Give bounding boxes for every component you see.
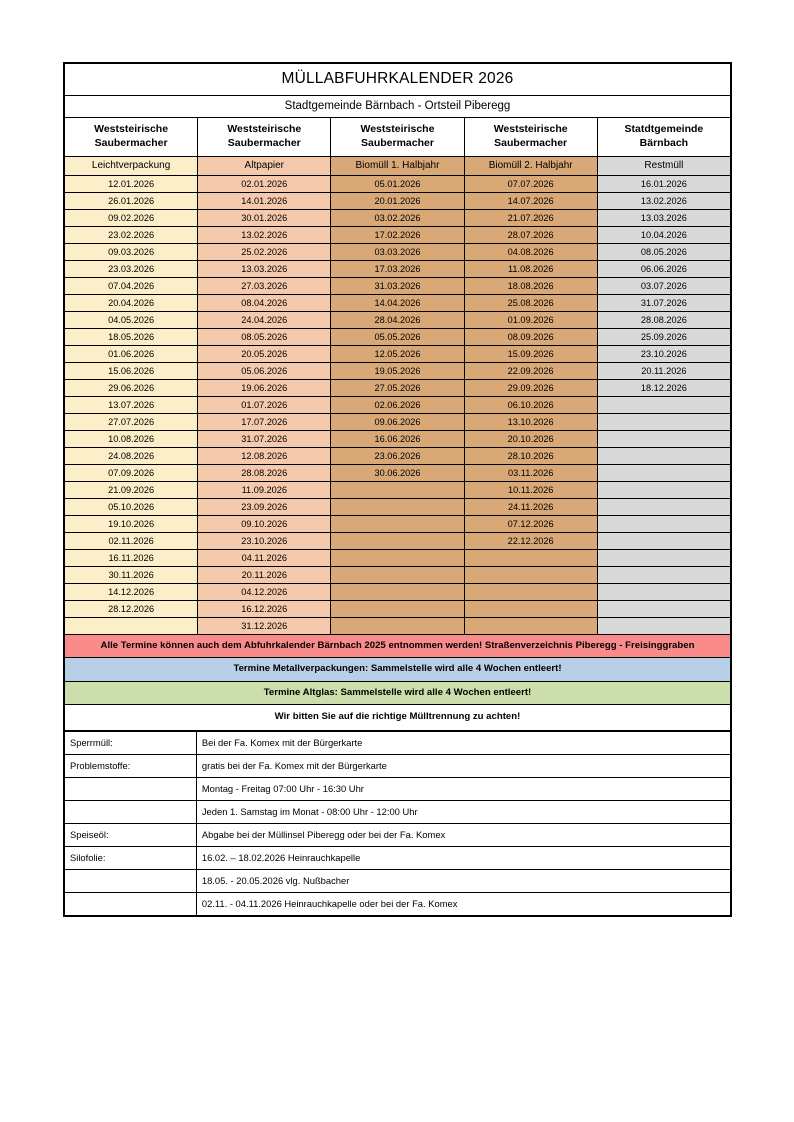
collection-date-cell: 10.11.2026 [464, 481, 597, 498]
collection-date-cell: 13.10.2026 [464, 413, 597, 430]
collection-date-cell [331, 515, 464, 532]
collection-date-cell: 23.09.2026 [198, 498, 331, 515]
table-row [65, 464, 731, 481]
notice-band-red [65, 634, 731, 658]
fraction-label-4: Restmüll [597, 156, 730, 175]
collection-date-cell: 19.05.2026 [331, 362, 464, 379]
collection-date-cell: 23.06.2026 [331, 447, 464, 464]
collection-date-cell: 20.11.2026 [597, 362, 730, 379]
collection-date-cell: 07.09.2026 [65, 464, 198, 481]
table-row [65, 175, 731, 192]
collection-date-cell [331, 566, 464, 583]
collection-date-cell: 20.04.2026 [65, 294, 198, 311]
info-row [65, 754, 731, 777]
collection-date-cell: 31.07.2026 [597, 294, 730, 311]
notice-text: Wir bitten Sie auf die richtige Mülltrennung zu achten! [65, 705, 731, 731]
info-value: Montag - Freitag 07:00 Uhr - 16:30 Uhr [196, 777, 730, 800]
collection-date-cell: 22.12.2026 [464, 532, 597, 549]
table-row [65, 277, 731, 294]
collection-date-cell: 04.08.2026 [464, 243, 597, 260]
collection-date-cell: 12.05.2026 [331, 345, 464, 362]
collection-date-cell: 13.03.2026 [597, 209, 730, 226]
collection-date-cell: 03.07.2026 [597, 277, 730, 294]
collection-date-cell: 07.07.2026 [464, 175, 597, 192]
collection-date-cell: 27.07.2026 [65, 413, 198, 430]
provider-header-2 [331, 118, 464, 157]
calendar-table [64, 63, 731, 731]
info-value: Jeden 1. Samstag im Monat - 08:00 Uhr - 12:00 Uhr [196, 800, 730, 823]
collection-date-cell [597, 464, 730, 481]
collection-date-cell: 23.10.2026 [597, 345, 730, 362]
table-row [65, 209, 731, 226]
table-row [65, 447, 731, 464]
collection-date-cell [597, 430, 730, 447]
collection-date-cell: 13.02.2026 [597, 192, 730, 209]
date-rows [65, 175, 731, 634]
collection-date-cell: 05.06.2026 [198, 362, 331, 379]
collection-date-cell: 06.06.2026 [597, 260, 730, 277]
page-title: MÜLLABFUHRKALENDER 2026 [65, 64, 731, 96]
fraction-label-row [65, 156, 731, 175]
fraction-label-1: Altpapier [198, 156, 331, 175]
table-row [65, 192, 731, 209]
collection-date-cell: 19.06.2026 [198, 379, 331, 396]
fraction-label-3: Biomüll 2. Halbjahr [464, 156, 597, 175]
collection-date-cell [331, 498, 464, 515]
collection-date-cell: 09.03.2026 [65, 243, 198, 260]
collection-date-cell [597, 617, 730, 634]
table-row [65, 294, 731, 311]
collection-date-cell: 31.12.2026 [198, 617, 331, 634]
collection-date-cell: 07.12.2026 [464, 515, 597, 532]
collection-date-cell: 03.11.2026 [464, 464, 597, 481]
collection-date-cell: 01.07.2026 [198, 396, 331, 413]
collection-date-cell: 09.06.2026 [331, 413, 464, 430]
table-row [65, 617, 731, 634]
collection-date-cell: 27.03.2026 [198, 277, 331, 294]
collection-date-cell: 13.03.2026 [198, 260, 331, 277]
table-row [65, 396, 731, 413]
collection-date-cell: 19.10.2026 [65, 515, 198, 532]
table-row [65, 532, 731, 549]
collection-date-cell: 30.06.2026 [331, 464, 464, 481]
provider-line1: Weststeirische [227, 123, 302, 135]
collection-date-cell: 08.05.2026 [198, 328, 331, 345]
info-value: 02.11. - 04.11.2026 Heinrauchkapelle oder bei der Fa. Komex [196, 892, 730, 915]
notice-band-white [65, 705, 731, 731]
collection-date-cell: 12.08.2026 [198, 447, 331, 464]
collection-date-cell: 20.11.2026 [198, 566, 331, 583]
collection-date-cell: 20.05.2026 [198, 345, 331, 362]
collection-date-cell: 28.04.2026 [331, 311, 464, 328]
notice-bands [65, 634, 731, 730]
info-label [65, 777, 197, 800]
collection-date-cell: 10.08.2026 [65, 430, 198, 447]
collection-date-cell: 22.09.2026 [464, 362, 597, 379]
collection-date-cell: 28.08.2026 [198, 464, 331, 481]
table-row [65, 498, 731, 515]
table-row [65, 413, 731, 430]
table-row [65, 583, 731, 600]
collection-date-cell: 25.02.2026 [198, 243, 331, 260]
provider-line2: Bärnbach [639, 137, 689, 150]
collection-date-cell: 07.04.2026 [65, 277, 198, 294]
collection-date-cell: 08.04.2026 [198, 294, 331, 311]
collection-date-cell [597, 515, 730, 532]
collection-date-cell: 12.01.2026 [65, 175, 198, 192]
provider-header-4 [597, 118, 730, 157]
info-label: Sperrmüll: [65, 731, 197, 754]
collection-date-cell [597, 447, 730, 464]
provider-line1: Weststeirische [360, 123, 435, 135]
collection-date-cell: 31.03.2026 [331, 277, 464, 294]
collection-date-cell: 23.02.2026 [65, 226, 198, 243]
notice-band-blue [65, 658, 731, 682]
collection-date-cell: 25.08.2026 [464, 294, 597, 311]
collection-date-cell: 04.05.2026 [65, 311, 198, 328]
collection-date-cell: 20.10.2026 [464, 430, 597, 447]
collection-date-cell [464, 600, 597, 617]
collection-date-cell: 23.03.2026 [65, 260, 198, 277]
collection-date-cell: 14.04.2026 [331, 294, 464, 311]
table-row [65, 311, 731, 328]
collection-date-cell: 14.01.2026 [198, 192, 331, 209]
provider-line1: Statdtgemeinde [624, 123, 704, 135]
collection-date-cell: 28.08.2026 [597, 311, 730, 328]
info-row [65, 731, 731, 754]
info-label: Speiseöl: [65, 823, 197, 846]
collection-date-cell: 14.07.2026 [464, 192, 597, 209]
table-row [65, 430, 731, 447]
collection-date-cell: 16.12.2026 [198, 600, 331, 617]
collection-date-cell [331, 583, 464, 600]
collection-date-cell: 15.09.2026 [464, 345, 597, 362]
collection-date-cell: 10.04.2026 [597, 226, 730, 243]
provider-line2: Saubermacher [360, 137, 434, 150]
collection-date-cell: 28.12.2026 [65, 600, 198, 617]
provider-header-1 [198, 118, 331, 157]
table-row [65, 345, 731, 362]
page-subtitle: Stadtgemeinde Bärnbach - Ortsteil Piberegg [65, 96, 731, 118]
table-row [65, 243, 731, 260]
collection-date-cell: 21.09.2026 [65, 481, 198, 498]
collection-date-cell [597, 498, 730, 515]
collection-date-cell: 08.09.2026 [464, 328, 597, 345]
collection-date-cell: 18.08.2026 [464, 277, 597, 294]
fraction-label-0: Leichtverpackung [65, 156, 198, 175]
collection-date-cell: 09.02.2026 [65, 209, 198, 226]
notice-text: Alle Termine können auch dem Abfuhrkalender Bärnbach 2025 entnommen werden! Straßenverzeichnis Piberegg - Freisinggraben [65, 634, 731, 658]
collection-date-cell: 03.03.2026 [331, 243, 464, 260]
collection-date-cell: 11.08.2026 [464, 260, 597, 277]
collection-date-cell: 05.10.2026 [65, 498, 198, 515]
info-row [65, 892, 731, 915]
collection-date-cell: 01.09.2026 [464, 311, 597, 328]
info-value: 16.02. – 18.02.2026 Heinrauchkapelle [196, 846, 730, 869]
provider-line1: Weststeirische [493, 123, 568, 135]
collection-date-cell: 20.01.2026 [331, 192, 464, 209]
collection-date-cell [331, 481, 464, 498]
title-row [65, 64, 731, 96]
collection-date-cell: 26.01.2026 [65, 192, 198, 209]
collection-date-cell: 14.12.2026 [65, 583, 198, 600]
collection-date-cell [464, 583, 597, 600]
info-label: Silofolie: [65, 846, 197, 869]
collection-date-cell: 17.07.2026 [198, 413, 331, 430]
collection-date-cell: 11.09.2026 [198, 481, 331, 498]
collection-date-cell: 29.06.2026 [65, 379, 198, 396]
collection-date-cell: 23.10.2026 [198, 532, 331, 549]
provider-line2: Saubermacher [227, 137, 301, 150]
subtitle-row [65, 96, 731, 118]
provider-header-3 [464, 118, 597, 157]
collection-date-cell [331, 549, 464, 566]
collection-date-cell: 28.10.2026 [464, 447, 597, 464]
provider-line2: Saubermacher [494, 137, 568, 150]
table-row [65, 600, 731, 617]
info-label [65, 892, 197, 915]
collection-date-cell [65, 617, 198, 634]
collection-date-cell [464, 617, 597, 634]
notice-band-green [65, 681, 731, 705]
table-row [65, 328, 731, 345]
collection-date-cell [331, 532, 464, 549]
collection-date-cell [597, 549, 730, 566]
info-value: 18.05. - 20.05.2026 vlg. Nußbacher [196, 869, 730, 892]
collection-date-cell: 03.02.2026 [331, 209, 464, 226]
info-value: Abgabe bei der Müllinsel Piberegg oder bei der Fa. Komex [196, 823, 730, 846]
collection-date-cell: 29.09.2026 [464, 379, 597, 396]
collection-date-cell: 02.01.2026 [198, 175, 331, 192]
collection-date-cell: 05.01.2026 [331, 175, 464, 192]
collection-date-cell: 15.06.2026 [65, 362, 198, 379]
collection-date-cell [597, 600, 730, 617]
collection-date-cell: 05.05.2026 [331, 328, 464, 345]
collection-date-cell: 02.11.2026 [65, 532, 198, 549]
table-row [65, 362, 731, 379]
collection-date-cell [597, 396, 730, 413]
info-label: Problemstoffe: [65, 754, 197, 777]
collection-date-cell [597, 413, 730, 430]
info-table [64, 731, 731, 916]
notice-text: Termine Altglas: Sammelstelle wird alle 4 Wochen entleert! [65, 681, 731, 705]
collection-date-cell: 02.06.2026 [331, 396, 464, 413]
provider-line2: Saubermacher [94, 137, 168, 150]
collection-date-cell: 08.05.2026 [597, 243, 730, 260]
collection-date-cell [331, 617, 464, 634]
collection-date-cell: 04.11.2026 [198, 549, 331, 566]
info-label [65, 869, 197, 892]
collection-date-cell: 13.02.2026 [198, 226, 331, 243]
collection-date-cell: 18.12.2026 [597, 379, 730, 396]
collection-date-cell: 16.01.2026 [597, 175, 730, 192]
table-row [65, 549, 731, 566]
collection-date-cell: 06.10.2026 [464, 396, 597, 413]
table-row [65, 515, 731, 532]
collection-date-cell [464, 549, 597, 566]
collection-date-cell: 04.12.2026 [198, 583, 331, 600]
collection-date-cell: 17.03.2026 [331, 260, 464, 277]
info-value: Bei der Fa. Komex mit der Bürgerkarte [196, 731, 730, 754]
collection-date-cell: 01.06.2026 [65, 345, 198, 362]
collection-date-cell: 18.05.2026 [65, 328, 198, 345]
collection-date-cell: 28.07.2026 [464, 226, 597, 243]
collection-date-cell [597, 566, 730, 583]
table-row [65, 481, 731, 498]
collection-date-cell: 17.02.2026 [331, 226, 464, 243]
info-value: gratis bei der Fa. Komex mit der Bürgerkarte [196, 754, 730, 777]
collection-date-cell: 24.11.2026 [464, 498, 597, 515]
info-label [65, 800, 197, 823]
table-row [65, 379, 731, 396]
table-row [65, 566, 731, 583]
info-row [65, 823, 731, 846]
table-row [65, 260, 731, 277]
table-row [65, 226, 731, 243]
provider-header-row [65, 118, 731, 157]
collection-date-cell: 31.07.2026 [198, 430, 331, 447]
waste-calendar-sheet [63, 62, 732, 917]
collection-date-cell [597, 481, 730, 498]
collection-date-cell: 13.07.2026 [65, 396, 198, 413]
provider-line1: Weststeirische [94, 123, 169, 135]
collection-date-cell: 25.09.2026 [597, 328, 730, 345]
collection-date-cell [597, 532, 730, 549]
notice-text: Termine Metallverpackungen: Sammelstelle wird alle 4 Wochen entleert! [65, 658, 731, 682]
collection-date-cell [464, 566, 597, 583]
collection-date-cell: 30.01.2026 [198, 209, 331, 226]
collection-date-cell: 16.06.2026 [331, 430, 464, 447]
collection-date-cell: 24.04.2026 [198, 311, 331, 328]
collection-date-cell: 27.05.2026 [331, 379, 464, 396]
collection-date-cell: 21.07.2026 [464, 209, 597, 226]
collection-date-cell: 09.10.2026 [198, 515, 331, 532]
collection-date-cell [331, 600, 464, 617]
collection-date-cell: 24.08.2026 [65, 447, 198, 464]
info-row [65, 846, 731, 869]
provider-header-0 [65, 118, 198, 157]
info-row [65, 800, 731, 823]
info-row [65, 869, 731, 892]
fraction-label-2: Biomüll 1. Halbjahr [331, 156, 464, 175]
collection-date-cell: 30.11.2026 [65, 566, 198, 583]
collection-date-cell: 16.11.2026 [65, 549, 198, 566]
collection-date-cell [597, 583, 730, 600]
info-row [65, 777, 731, 800]
